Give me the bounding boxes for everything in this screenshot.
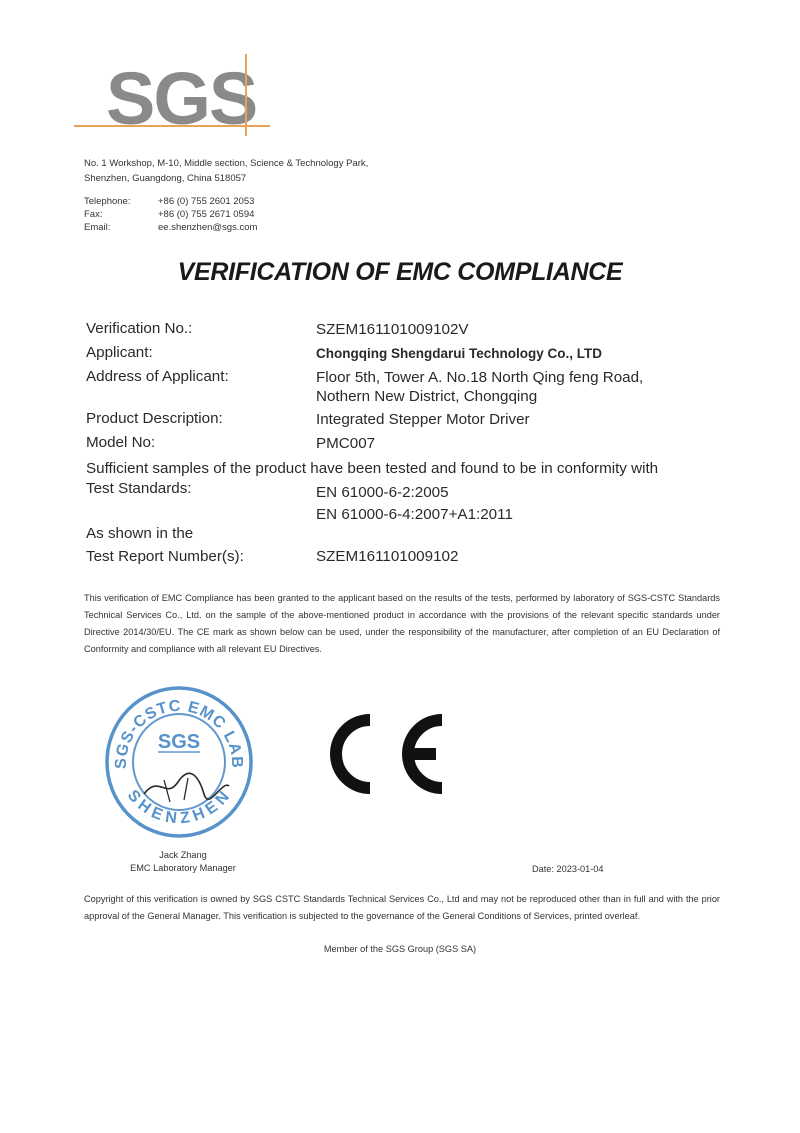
svg-text:SGS-CSTC EMC LAB: SGS-CSTC EMC LAB bbox=[112, 697, 246, 770]
stamp-center-text: SGS bbox=[157, 731, 201, 753]
signatory-block bbox=[108, 849, 258, 875]
lab-contacts bbox=[84, 195, 257, 234]
copyright-paragraph: Copyright of this verification is owned by SGS CSTC Standards Technical Services Co., Ltd and may not be reproduced other than in full and with the prior approval of the General Manager. This verification is subjected to the governance of the General Conditions of Services, printed overleaf. bbox=[84, 894, 720, 921]
ce-mark bbox=[326, 712, 448, 796]
contact-email: Email: ee.shenzhen@sgs.com bbox=[84, 222, 258, 233]
contact-telephone: Telephone: +86 (0) 755 2601 2053 bbox=[84, 196, 255, 207]
document-title: VERIFICATION OF EMC COMPLIANCE bbox=[177, 258, 623, 286]
contact-fax: Fax: +86 (0) 755 2671 0594 bbox=[84, 209, 255, 220]
verification-paragraph: This verification of EMC Compliance has been granted to the applicant based on the results of the tests, performed by laboratory of SGS-CSTC Standards Technical Services Co., Ltd. on the sample of the above-mentioned product in accordance with the provisions of the relevant specific standards under Directive 2014/30/EU. The CE mark as shown below can be used, under the responsibility of the manufacturer, after completion of an EU Declaration of Conformity and compliance with all relevant EU Directives. bbox=[84, 593, 720, 654]
sgs-cstc-stamp bbox=[104, 682, 254, 838]
logo-text: SGS bbox=[106, 57, 257, 138]
signatory-title: EMC Laboratory Manager bbox=[130, 863, 236, 873]
issue-date: Date: 2023-01-04 bbox=[532, 864, 604, 874]
member-statement: Member of the SGS Group (SGS SA) bbox=[323, 944, 477, 954]
svg-text:SHENZHEN: SHENZHEN bbox=[123, 787, 235, 828]
lab-address: No. 1 Workshop, M-10, Middle section, Science & Technology Park, Shenzhen, Guangdong, China 518057 bbox=[84, 158, 369, 184]
signatory-name: Jack Zhang bbox=[159, 850, 207, 860]
sgs-logo bbox=[72, 52, 272, 138]
